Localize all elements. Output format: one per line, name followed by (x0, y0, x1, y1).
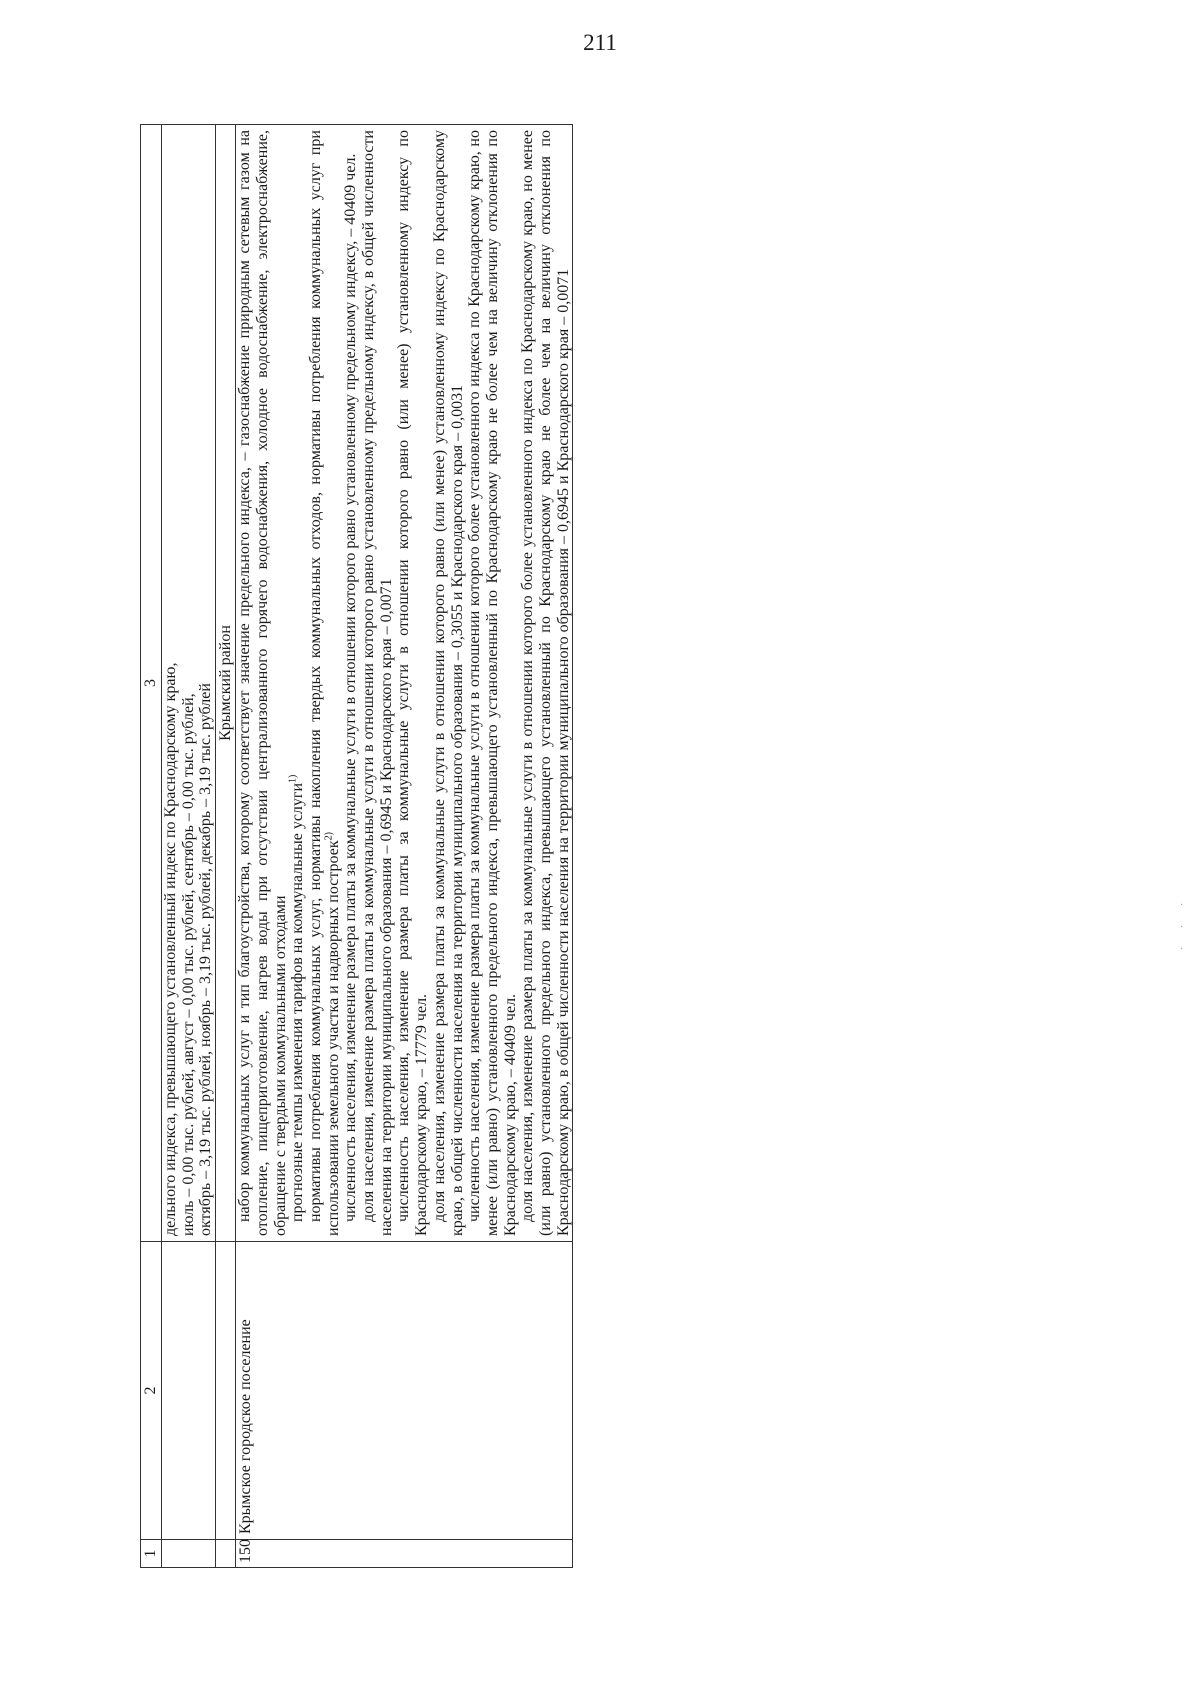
detail-paragraph: прогнозные темпы изменения тарифов на коммунальные услуги$^{1)}$ (287, 774, 307, 1222)
detail-paragraph: численность населения, изменение размера платы за коммунальные услуги в отношении которого равно (или менее) установленному индексу по Краснодарскому краю, – 17779 чел. (395, 130, 431, 1236)
table-row-continuation (162, 125, 216, 1568)
detail-paragraph: набор коммунальных услуг и тип благоустройства, которому соответствует значение предельного индекса, – газоснабжение природным сетевым газом на отопление, пищеприготовление, нагрев воды при отсутствии централизованного горячего водоснабжения, холодное водоснабжение, электроснабжение, обращение с твердыми коммунальными отходами (236, 130, 289, 1236)
detail-paragraph: доля населения, изменение размера платы за коммунальные услуги в отношении которого более установленного индекса по Краснодарскому краю, но менее (или равно) установленного предельного индекса, превышающего установленный по Краснодарскому краю не более чем на величину отклонения по Краснодарскому краю, в общей численности населения на территории муниципального образования – 0,6945 и Краснодарского края – 0,0071 (519, 130, 572, 1236)
table-header-row (141, 125, 162, 1568)
page-number: 211 (583, 30, 617, 55)
continuation-line: июль – 0,00 тыс. рублей, август – 0,00 тыс. рублей, сентябрь – 0,00 тыс. рублей, (179, 693, 197, 1236)
rotated-table-block (140, 124, 1060, 1568)
table-row (236, 125, 573, 1568)
scan-dots: · · · (1180, 900, 1184, 955)
continuation-line: дельного индекса, превышающего установленный индекс по Краснодарскому краю, (162, 662, 179, 1236)
row-details (236, 125, 573, 1242)
tariff-table (140, 124, 573, 1568)
detail-paragraph: доля населения, изменение размера платы за коммунальные услуги в отношении которого равно установленному предельному индексу, в общей численности населения на территории муниципального образования – 0,6945 и Краснодарского края – 0,0071 (360, 130, 395, 1236)
detail-paragraph: численность населения, изменение размера платы за коммунальные услуги в отношении которого более установленного индекса по Краснодарскому краю, но менее (или равно) установленного предельного индекса, превышающего установленный по Краснодарскому краю не более чем на величину отклонения по Краснодарскому краю, – 40409 чел. (466, 130, 519, 1236)
detail-paragraph: нормативы потребления коммунальных услуг, нормативы накопления твердых коммунальных отходов, нормативы потребления коммунальных услуг при использовании земельного участка и надворных построек$^{2)}$ (306, 130, 342, 1236)
continuation-text (162, 125, 216, 1242)
detail-paragraph: доля населения, изменение размера платы за коммунальные услуги в отношении которого равно (или менее) установленному индексу по Краснодарскому краю, в общей численности населения на территории муниципального образования – 0,3055 и Краснодарского края – 0,0031 (430, 130, 466, 1236)
continuation-line: октябрь – 3,19 тыс. рублей, ноябрь – 3,19 тыс. рублей, декабрь – 3,19 тыс. рублей (197, 683, 215, 1236)
district-row (216, 125, 236, 1568)
footnote-mark: 2) (323, 832, 335, 841)
municipality-name: Крымское городское поселение (236, 1242, 573, 1540)
district-name: Крымский район (216, 125, 236, 1242)
column-header-3: 3 (141, 125, 162, 1242)
column-header-2: 2 (141, 1242, 162, 1540)
detail-paragraph: численность населения, изменение размера платы за коммунальные услуги в отношении которого равно установленному предельному индексу, – 40409 чел. (342, 153, 360, 1222)
column-header-1: 1 (141, 1540, 162, 1568)
row-number: 150 (236, 1540, 573, 1568)
footnote-mark: 1) (287, 774, 299, 783)
